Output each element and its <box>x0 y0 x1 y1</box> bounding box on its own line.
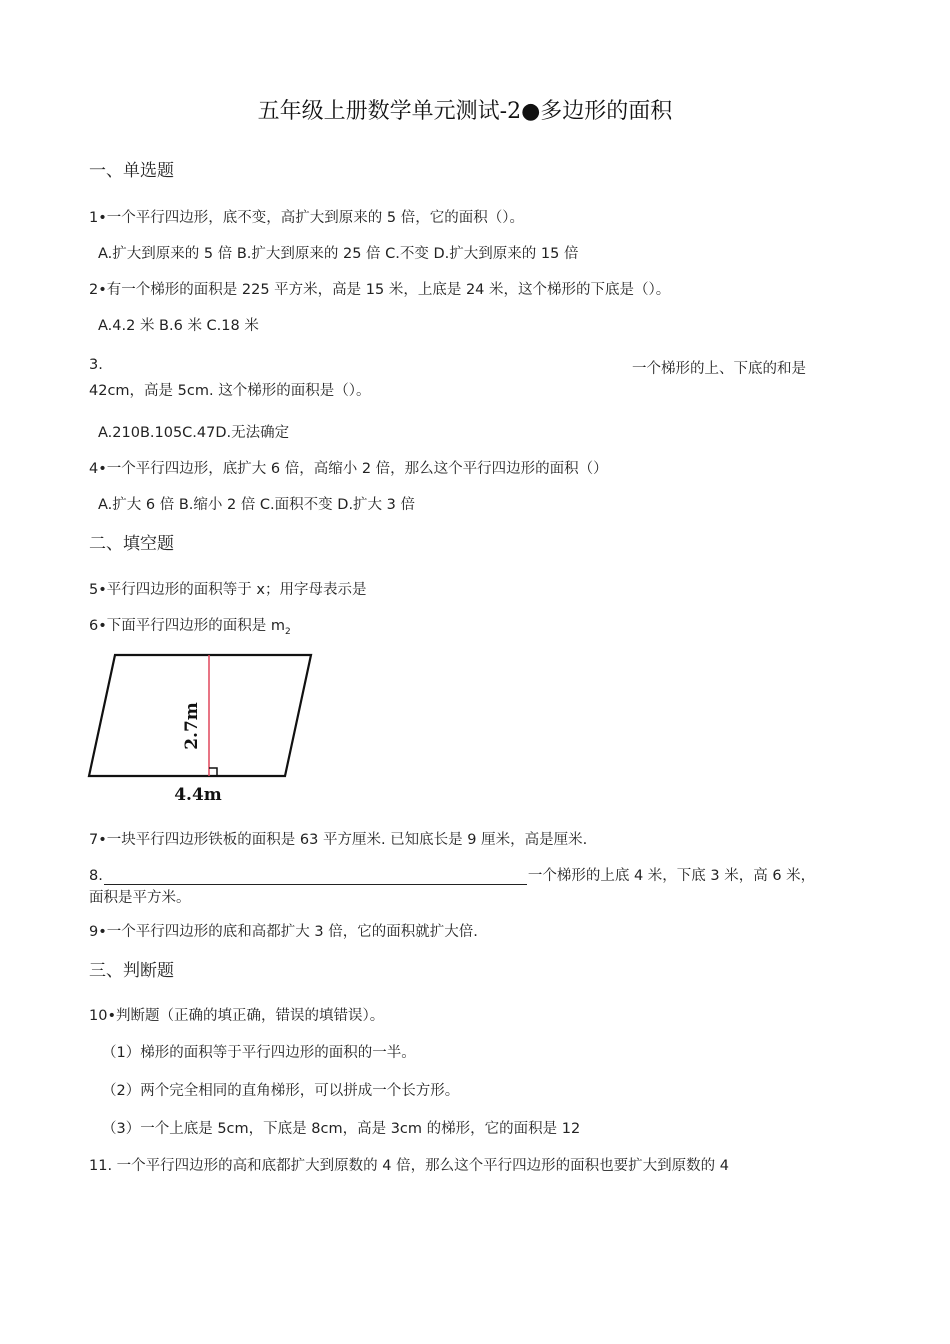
question-8-text: 一个梯形的上底 4 米，下底 3 米，高 6 米， <box>527 868 816 884</box>
section-heading-true-false: 三、判断题 <box>89 961 174 981</box>
question-11: 11. 一个平行四边形的高和底都扩大到原数的 4 倍，那么这个平行四边形的面积也要扩大到原数的 4 <box>89 1158 729 1174</box>
question-2: 2•有一个梯形的面积是 225 平方米，高是 15 米，上底是 24 米，这个梯形的下底是（）。 <box>89 282 671 298</box>
question-8-number: 8. <box>89 868 103 884</box>
question-8-continuation: 面积是平方米。 <box>89 890 191 906</box>
question-10-item-3: （3）一个上底是 5cm，下底是 8cm，高是 3cm 的梯形，它的面积是 12 <box>102 1121 581 1137</box>
right-angle-mark <box>209 768 217 776</box>
question-3-options: A.210B.105C.47D.无法确定 <box>98 425 290 441</box>
section-heading-fill-blank: 二、填空题 <box>89 534 174 554</box>
parallelogram-figure <box>80 645 330 810</box>
question-4-options: A.扩大 6 倍 B.缩小 2 倍 C.面积不变 D.扩大 3 倍 <box>98 497 415 513</box>
question-6-unit-exponent: 2 <box>285 626 291 637</box>
height-label: 2.7m <box>182 702 202 750</box>
base-label: 4.4m <box>174 785 222 805</box>
question-8 <box>89 864 815 885</box>
question-6-text: 6•下面平行四边形的面积是 m <box>89 618 286 634</box>
document-title: 五年级上册数学单元测试-2●多边形的面积 <box>257 99 673 124</box>
question-2-options: A.4.2 米 B.6 米 C.18 米 <box>98 318 259 334</box>
question-3-continuation: 42cm，高是 5cm. 这个梯形的面积是（）。 <box>89 383 371 399</box>
question-7: 7•一块平行四边形铁板的面积是 63 平方厘米. 已知底长是 9 厘米，高是厘米. <box>89 832 588 848</box>
section-heading-single-choice: 一、单选题 <box>89 161 174 181</box>
question-5: 5•平行四边形的面积等于 x；用字母表示是 <box>89 582 367 598</box>
question-10-item-1: （1）梯形的面积等于平行四边形的面积的一半。 <box>102 1045 416 1061</box>
question-10: 10•判断题（正确的填正确，错误的填错误）。 <box>89 1008 385 1024</box>
question-3-text: 一个梯形的上、下底的和是 <box>632 361 806 377</box>
question-10-item-2: （2）两个完全相同的直角梯形，可以拼成一个长方形。 <box>102 1083 460 1099</box>
question-3-number: 3. <box>89 357 103 373</box>
question-4: 4•一个平行四边形，底扩大 6 倍，高缩小 2 倍，那么这个平行四边形的面积（） <box>89 461 608 477</box>
question-6 <box>89 614 291 637</box>
question-1: 1•一个平行四边形，底不变，高扩大到原来的 5 倍，它的面积（）。 <box>89 210 524 226</box>
question-8-blank-line <box>104 870 527 885</box>
question-9: 9•一个平行四边形的底和高都扩大 3 倍，它的面积就扩大倍. <box>89 924 478 940</box>
question-1-options: A.扩大到原来的 5 倍 B.扩大到原来的 25 倍 C.不变 D.扩大到原来的 15 倍 <box>98 246 579 262</box>
